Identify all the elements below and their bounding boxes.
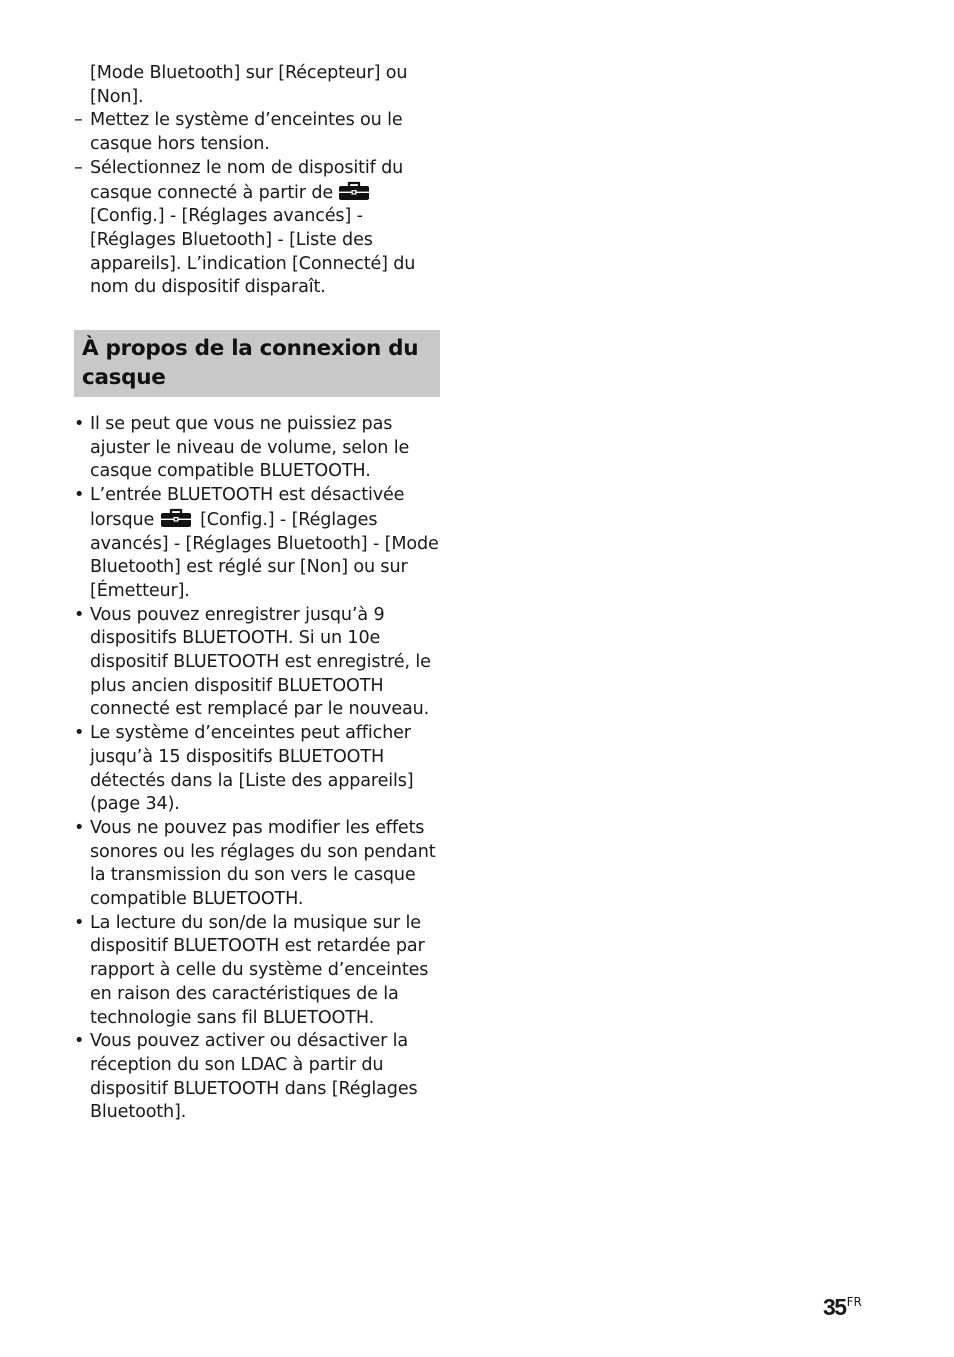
bullet-marker: •: [74, 817, 85, 838]
toolbox-icon: [160, 508, 192, 528]
bullet-item: [74, 604, 442, 723]
dash-item-text: Mettez le système d’enceintes ou le casque hors tension.: [90, 110, 403, 155]
dash-item: [74, 109, 442, 156]
dash-item: [74, 157, 442, 300]
bullet-item: [74, 817, 442, 912]
bullet-marker: •: [74, 1031, 85, 1052]
intro-continuation: [Mode Bluetooth] sur [Récepteur] ou [Non].: [90, 63, 408, 107]
bullet-item-text: Vous pouvez enregistrer jusqu’à 9 dispositifs BLUETOOTH. Si un 10e dispositif BLUETOOTH est enregistré, le plus ancien dispositif BLUETOOTH connecté est remplacé par le nouveau.: [90, 604, 431, 720]
toolbox-icon: [338, 181, 370, 201]
bullet-marker: •: [74, 414, 85, 434]
bullet-list: [74, 413, 442, 1125]
bullet-item: [74, 912, 442, 1031]
bullet-item: [74, 484, 442, 604]
bullet-item-text: La lecture du son/de la musique sur le dispositif BLUETOOTH est retardée par rapport à celle du système d’enceintes en raison des caractéristiques de la technologie sans fil BLUETOOTH.: [90, 912, 429, 1028]
page-number-value: 35: [823, 1294, 846, 1320]
page-language-code: FR: [846, 1295, 862, 1309]
bullet-item: [74, 413, 442, 484]
dash-item-text-after: [Config.] - [Réglages avancés] - [Réglages Bluetooth] - [Liste des appareils]. L’indication [Connecté] du nom du dispositif disparaît.: [90, 206, 416, 298]
bullet-item-text: Vous ne pouvez pas modifier les effets sonores ou les réglages du son pendant la transmission du son vers le casque compatible BLUETOOTH.: [90, 817, 436, 910]
dash-list: [74, 62, 442, 300]
bullet-item-text-after: [Config.] - [Réglages avancés] - [Réglages Bluetooth] - [Mode Bluetooth] est réglé sur [Non] ou sur [Émetteur].: [90, 509, 439, 601]
dash-item-text-before: Sélectionnez le nom de dispositif du casque connecté à partir de: [90, 157, 404, 203]
bullet-item: [74, 1030, 442, 1125]
bullet-item-text: Vous pouvez activer ou désactiver la réception du son LDAC à partir du dispositif BLUETOOTH dans [Réglages Bluetooth].: [90, 1031, 418, 1123]
section-heading-band: [74, 330, 440, 397]
section-heading: À propos de la connexion du casque: [82, 336, 419, 390]
page-number: [823, 1294, 862, 1321]
bullet-marker: •: [74, 604, 85, 625]
bullet-marker: •: [74, 723, 85, 744]
bullet-marker: •: [74, 485, 85, 506]
dash-marker: –: [74, 110, 83, 131]
bullet-item: [74, 722, 442, 817]
bullet-marker: •: [74, 912, 85, 933]
bullet-item-text-before: L’entrée BLUETOOTH est désactivée lorsque: [90, 485, 405, 530]
bullet-item-text: Il se peut que vous ne puissiez pas ajuster le niveau de volume, selon le casque compatible BLUETOOTH.: [90, 414, 410, 482]
dash-marker: –: [74, 157, 83, 178]
bullet-item-text: Le système d’enceintes peut afficher jusqu’à 15 dispositifs BLUETOOTH détectés dans la [Liste des appareils] (page 34).: [90, 723, 414, 815]
